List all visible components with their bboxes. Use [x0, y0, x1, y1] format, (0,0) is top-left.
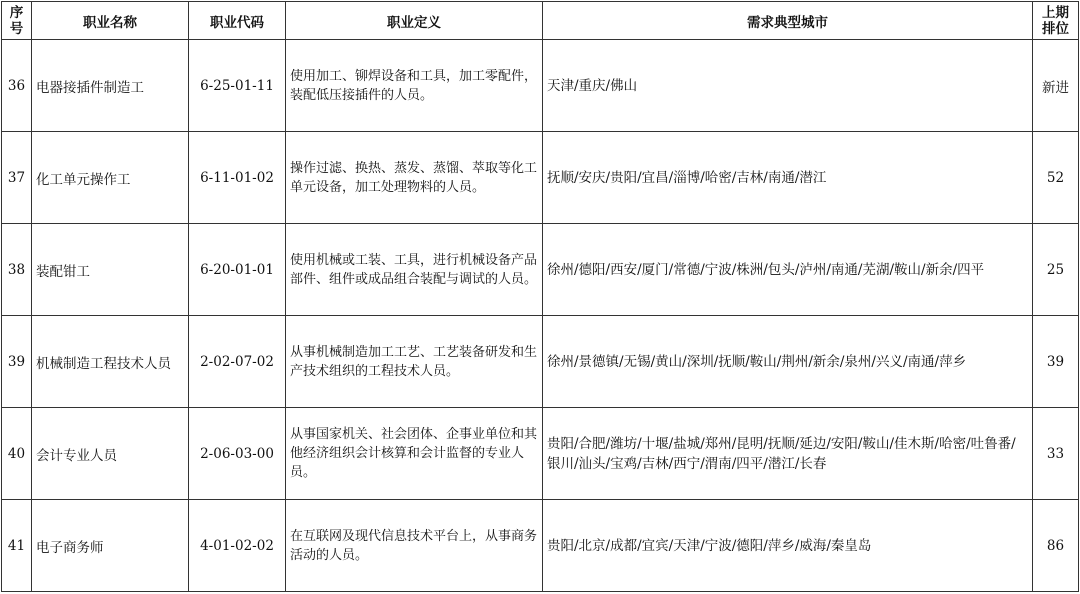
cell-no: 39 — [2, 316, 32, 408]
cell-rank: 25 — [1033, 224, 1079, 316]
cell-name: 装配钳工 — [32, 224, 189, 316]
cell-name: 机械制造工程技术人员 — [32, 316, 189, 408]
cell-definition: 操作过滤、换热、蒸发、蒸馏、萃取等化工单元设备，加工处理物料的人员。 — [286, 132, 543, 224]
cell-rank: 新进 — [1033, 40, 1079, 132]
cell-definition: 使用加工、铆焊设备和工具，加工零配件，装配低压接插件的人员。 — [286, 40, 543, 132]
cell-definition: 从事国家机关、社会团体、企事业单位和其他经济组织会计核算和会计监督的专业人员。 — [286, 408, 543, 500]
cell-cities: 贵阳/北京/成都/宜宾/天津/宁波/德阳/萍乡/威海/秦皇岛 — [543, 500, 1033, 592]
header-cities: 需求典型城市 — [543, 2, 1033, 40]
cell-no: 36 — [2, 40, 32, 132]
table-row — [2, 408, 1079, 500]
cell-name: 会计专业人员 — [32, 408, 189, 500]
table-row — [2, 224, 1079, 316]
header-name: 职业名称 — [32, 2, 189, 40]
cell-code: 2-02-07-02 — [189, 316, 286, 408]
cell-definition: 从事机械制造加工工艺、工艺装备研发和生产技术组织的工程技术人员。 — [286, 316, 543, 408]
cell-name: 电子商务师 — [32, 500, 189, 592]
cell-definition: 在互联网及现代信息技术平台上，从事商务活动的人员。 — [286, 500, 543, 592]
cell-no: 38 — [2, 224, 32, 316]
cell-cities: 抚顺/安庆/贵阳/宜昌/淄博/哈密/吉林/南通/潜江 — [543, 132, 1033, 224]
table-row — [2, 40, 1079, 132]
cell-cities: 徐州/景德镇/无锡/黄山/深圳/抚顺/鞍山/荆州/新余/泉州/兴义/南通/萍乡 — [543, 316, 1033, 408]
header-no: 序号 — [2, 2, 32, 40]
cell-no: 40 — [2, 408, 32, 500]
cell-rank: 33 — [1033, 408, 1079, 500]
cell-cities: 贵阳/合肥/潍坊/十堰/盐城/郑州/昆明/抚顺/延边/安阳/鞍山/佳木斯/哈密/吐鲁番/银川/汕头/宝鸡/吉林/西宁/渭南/四平/潜江/长春 — [543, 408, 1033, 500]
header-code: 职业代码 — [189, 2, 286, 40]
cell-no: 41 — [2, 500, 32, 592]
cell-name: 化工单元操作工 — [32, 132, 189, 224]
cell-code: 6-11-01-02 — [189, 132, 286, 224]
cell-code: 4-01-02-02 — [189, 500, 286, 592]
header-row — [2, 2, 1079, 40]
table-row — [2, 500, 1079, 592]
cell-cities: 徐州/德阳/西安/厦门/常德/宁波/株洲/包头/泸州/南通/芜湖/鞍山/新余/四平 — [543, 224, 1033, 316]
header-definition: 职业定义 — [286, 2, 543, 40]
cell-cities: 天津/重庆/佛山 — [543, 40, 1033, 132]
cell-code: 6-25-01-11 — [189, 40, 286, 132]
cell-code: 2-06-03-00 — [189, 408, 286, 500]
occupation-table — [1, 1, 1079, 592]
table-row — [2, 132, 1079, 224]
cell-definition: 使用机械或工装、工具，进行机械设备产品部件、组件或成品组合装配与调试的人员。 — [286, 224, 543, 316]
cell-name: 电器接插件制造工 — [32, 40, 189, 132]
cell-rank: 86 — [1033, 500, 1079, 592]
cell-no: 37 — [2, 132, 32, 224]
cell-code: 6-20-01-01 — [189, 224, 286, 316]
header-rank: 上期排位 — [1033, 2, 1079, 40]
cell-rank: 52 — [1033, 132, 1079, 224]
table-row — [2, 316, 1079, 408]
cell-rank: 39 — [1033, 316, 1079, 408]
